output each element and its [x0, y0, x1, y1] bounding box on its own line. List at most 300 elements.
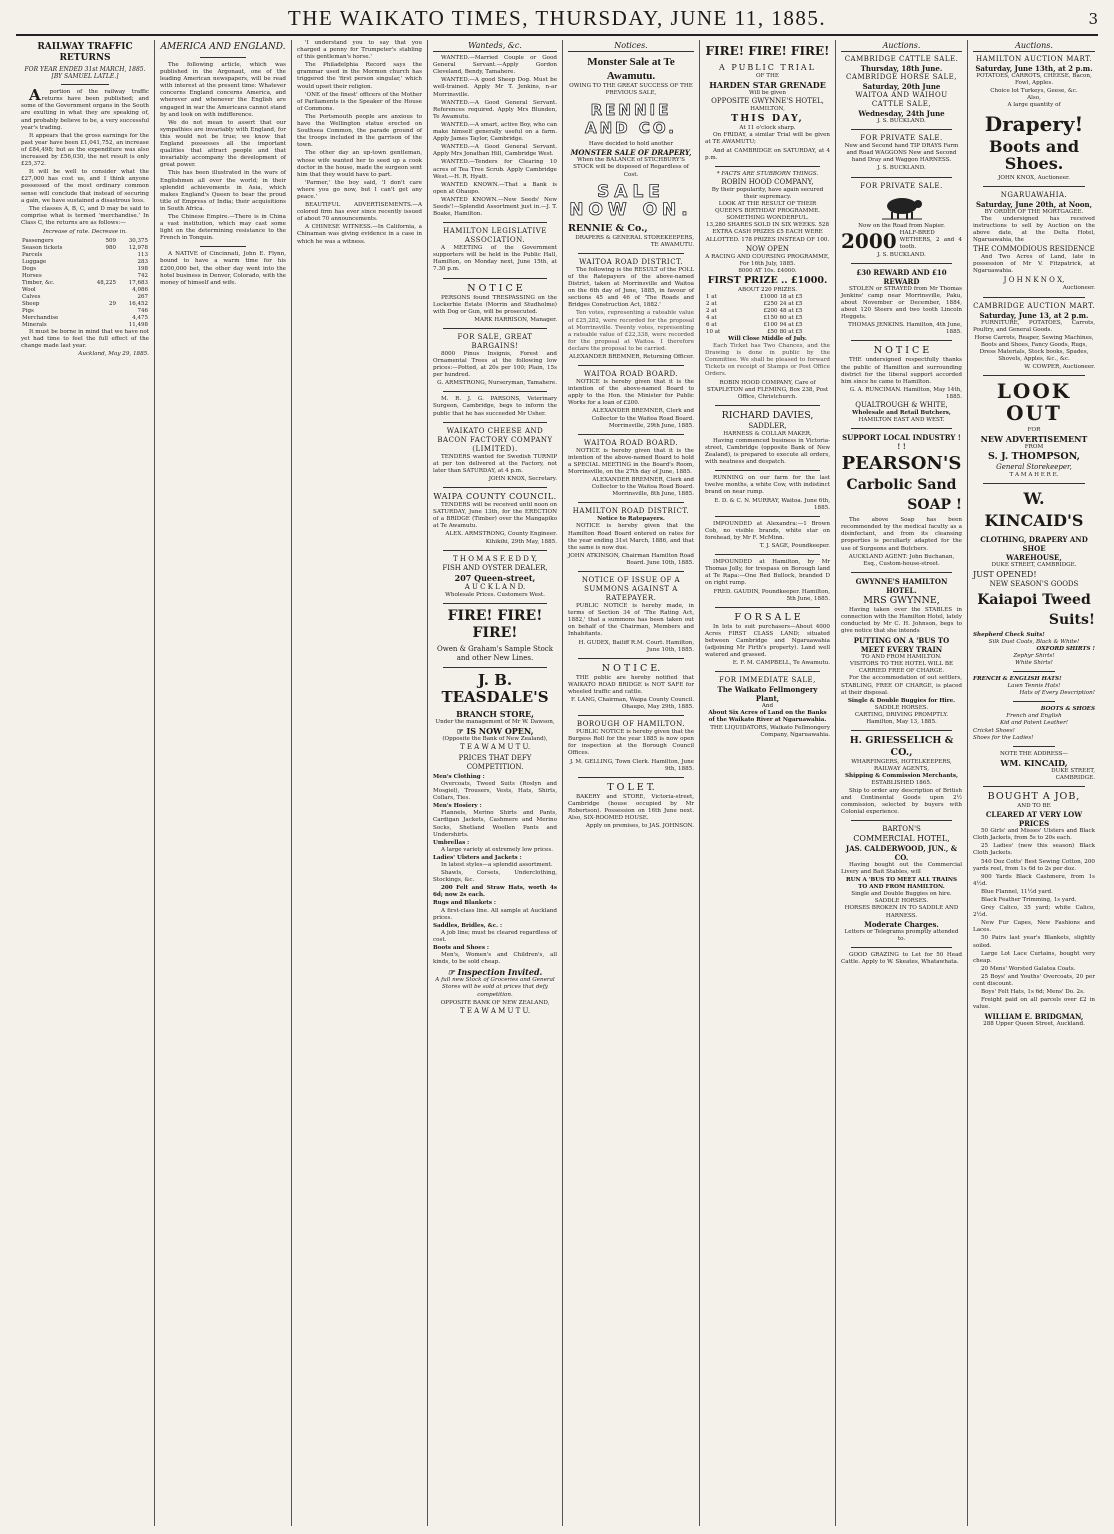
article-paragraph: A NATIVE of Cincinnati, John E. Flynn, bound to have a warm time for his £200,000 bet, the other day went into the hotel business in Denver, Colorado, with the money of himself and wife. — [160, 251, 286, 286]
ad-text: T A M A H E R E. — [1009, 472, 1059, 479]
ad-text: Owen & Graham's Sample Stock and other New Lines. — [437, 644, 553, 662]
article-paragraph: The other day an up-town gentleman, whose wife wanted her to seed up a cook doctor in the house, made the surgeon sent him that they would have to part. — [297, 150, 422, 178]
divider — [578, 502, 684, 503]
ad-text: 8000 AT 10s. £4000. — [738, 267, 797, 274]
ad-heading: WAITOA ROAD BOARD. — [583, 370, 679, 379]
ad-text: TENDERS wanted for Swedish TURNIP at per ton delivered at the Factory, not later than SATURDAY, at 4 p.m. — [433, 453, 557, 474]
item-text: Shawls, Corsets, Underclothing, Stockings, &c. — [433, 870, 557, 884]
table-cell-label: Timber, &c. — [22, 280, 55, 287]
divider — [715, 166, 820, 167]
ad-heading: WAIKATO CHEESE AND BACON FACTORY COMPANY (LIMITED). — [437, 426, 553, 453]
prize-cell: 4 at — [706, 314, 717, 321]
prize-cell: £1000 — [760, 293, 778, 300]
ad-town: T E A W A M U T U. — [459, 1006, 531, 1015]
divider — [851, 340, 952, 341]
ad-heading: N O T I C E — [467, 282, 523, 294]
table-cell-value: 742 — [137, 273, 148, 280]
ad-text: At 11 o'clock sharp. — [739, 125, 796, 132]
ad-heading: WAITOA ROAD DISTRICT. — [579, 257, 683, 266]
ad-text: 13,280 SHARES SOLD IN SIX WEEKS. 528 EXTRA CASH PRIZES £5 EACH WERE ALLOTTED. 178 PRIZES INSTEAD OF 100. — [705, 222, 830, 243]
ad-signature: E. D. & C. N. MURRAY, Waitoa. June 6th, 1885. — [714, 497, 830, 511]
first-prize: FIRST PRIZE .. £1000. — [707, 274, 828, 286]
table-cell-value: 29 — [108, 301, 116, 308]
table-row — [21, 287, 149, 294]
item-text: Flannels, Merino Shirts and Pants, Cardigan Jackets, Cashmere and Merino Socks, Shetland Woollen Pants and Undershirts. — [433, 810, 557, 838]
ad-text: JUST OPENED! — [973, 569, 1037, 579]
ad-address: 288 Upper Queen Street, Auckland. — [983, 1021, 1085, 1028]
ad-text: White Shirts! — [1015, 659, 1053, 666]
item-text: Overcoats, Tweed Suits (Roslyn and Mosgiel), Trousers, Vests, Hats, Shirts, Collars, Ties. — [433, 780, 557, 802]
wanted-ad: WANTED KNOWN.—New Seeds' New Seeds'!—Splendid Assortment just in.—J. T. Boake, Hamilton. — [433, 196, 557, 218]
ad-signature: W. COWPER, Auctioneer. — [1024, 364, 1095, 371]
ad-subheading: SADDLER, — [748, 421, 787, 430]
divider — [983, 786, 1085, 787]
table-cell-value: 4,086 — [132, 287, 148, 294]
column-miscellany — [292, 40, 428, 1526]
ad-heading: MRS GWYNNE, — [863, 594, 940, 606]
firm-name: RENNIE AND CO. — [585, 101, 677, 138]
ad-heading: T H O M A S F. E D D Y, — [452, 554, 538, 563]
pointing-hand-icon: ☞ — [456, 725, 464, 736]
ad-text: CAMBRIDGE. — [1055, 774, 1095, 781]
table-cell-label: Parcels — [22, 252, 43, 259]
ad-signature: ALEXANDER BREMNER, Clerk and Collector to the Waitoa Road Board. Morrinsville, 8th June, 1885. — [591, 477, 694, 498]
table-cell-value: 16,452 — [128, 301, 148, 308]
table-cell-value: 113 — [137, 252, 148, 259]
ad-text: Single & Double Buggies for Hire. — [847, 697, 956, 704]
divider — [715, 470, 820, 471]
ad-text: And at CAMBRIDGE on SATURDAY, at 4 p.m. — [705, 147, 830, 161]
divider — [983, 186, 1085, 187]
ad-text: Letters or Telegrams promptly attended to. — [844, 928, 959, 942]
ad-headline: Boots and Shoes. — [988, 136, 1080, 173]
wanted-ad: WANTED.—A Good General Servant. Apply Mrs Jonathan Hill, Cambridge West. — [433, 144, 557, 158]
ad-heading: BOUGHT A JOB, — [987, 791, 1081, 803]
table-row — [21, 238, 149, 245]
ad-text: Lawn Tennis Hats! — [1007, 683, 1061, 690]
job-item: Blue Flannel, 11½d yard. — [981, 888, 1053, 895]
ad-text: NOTICE is hereby given that it is the intention of the above-named Board to hold a SPECIAL MEETING in the Board's Room, Morrinsville, on the 27th day of June, 1885. — [568, 447, 694, 475]
product-name: SOAP ! — [907, 497, 962, 514]
prize-cell: 48 at £5 — [779, 307, 803, 314]
ad-heading: NGARUAWAHIA. — [1000, 190, 1068, 199]
ad-heading: WAIPA COUNTY COUNCIL. — [433, 492, 557, 502]
prize-cell: 10 at — [706, 328, 721, 335]
table-cell-label: Horses — [22, 273, 42, 280]
ad-text: On FRIDAY, a similar Trial will be given at TE AWAMUTU; — [705, 132, 830, 146]
divider — [1013, 746, 1055, 747]
ad-heading: GWYNNE'S HAMILTON HOTEL. — [855, 576, 948, 595]
ad-text: Ship to order any description of British and Continental Goods upon 2½ commission, selected by buyers with Colonial experience. — [841, 787, 962, 815]
prize-cell: 24 at £5 — [779, 300, 803, 307]
ad-text: Cricket Shoes! — [973, 727, 1015, 734]
ad-heading: CAMBRIDGE CATTLE SALE. — [844, 55, 959, 64]
ad-signature: J. S. BUCKLAND. — [877, 165, 926, 172]
ad-signature: JOHN ATKINSON, Chairman Hamilton Road Board. June 10th, 1885. — [568, 552, 694, 566]
ad-signature: F. LANG, Chairman, Waipa County Council. Ohaupo, May 29th, 1885. — [571, 696, 694, 711]
prize-table — [705, 294, 830, 336]
divider — [578, 715, 684, 716]
ad-text: BOOTS & SHOES — [1040, 706, 1095, 713]
ad-heading: HAMILTON ROAD DISTRICT. — [572, 507, 690, 516]
table-cell-label: Wool — [22, 287, 36, 294]
ad-heading: FOR IMMEDIATE SALE, — [719, 676, 816, 685]
ad-text: In lots to suit purchasers—About 4000 Acres FIRST CLASS LAND; situated between Cambridge and Ngaruawahia (adjoining Mr Firth's property). Land well watered and grassed. — [705, 623, 830, 659]
divider — [578, 253, 684, 254]
article-heading: RAILWAY TRAFFIC RETURNS — [37, 42, 133, 63]
ad-city: A U C K L A N D. — [464, 582, 526, 591]
table-row — [21, 280, 149, 287]
table-row — [21, 294, 149, 301]
item-text: A full new Stock of Groceries and General Stores will be sold at prices that defy competition. — [435, 977, 555, 998]
ad-subheading: General Storekeeper, — [996, 463, 1072, 472]
ad-text: The above Soap has been recommended by the medical faculty as a disinfectant, and from its cleansing properties is peculiarly adapted for the use of Surgeons and Butchers. — [841, 517, 962, 552]
store-name: J. B. TEASDALE'S — [441, 670, 549, 706]
ad-text: The following is the RESULT of the POLL of the Ratepayers of the above-named District, taken at Morrinsville and Waitoa on the 6th day of June, 1885, in favour of sections 45 and 46 of 'The Roads and Bridges Construction Act, 1882.' — [568, 266, 694, 309]
article-paragraph: BEAUTIFUL ADVERTISEMENTS.—A colored firm has ever since recently issued of about 70 announcements. — [297, 202, 422, 223]
table-cell-label: Calves — [22, 294, 41, 301]
item-title: Rugs and Blankets : — [433, 900, 496, 907]
table-cell-value: 267 — [137, 294, 148, 301]
ad-text: PUBLIC NOTICE is hereby made, in terms of Section 34 of 'The Rating Act, 1882,' that a summons has been taken out on behalf of the Chairman, Members and Inhabitants. — [568, 603, 694, 638]
ad-text: ROBIN HOOD COMPANY, Care of STAPLETON and FLEMING, Box 238, Post Office, Christchurch. — [706, 379, 829, 400]
table-row — [21, 273, 149, 280]
article-paragraph: Aportion of the railway traffic returns have been published; and some of the Government organs in the South are exulting in what they are speaking of, and probably believe to be, a very successful year's trading. — [21, 86, 149, 131]
article-subheading: FOR YEAR ENDED 31st MARCH, 1885. — [24, 66, 146, 73]
section-heading: Wanteds, &c. — [433, 42, 557, 52]
column-notices — [563, 40, 700, 1526]
ad-text: BY ORDER OF THE MORTGAGEE. — [984, 208, 1084, 215]
ad-text: Having commenced business in Victoria-street, Cambridge (opposite Bank of New Zealand), is prepared to execute all orders, with neatness and despatch. — [705, 437, 830, 466]
ad-headline: Kaiapoi Tweed — [977, 591, 1091, 608]
ad-text: Shepherd Check Suits! — [973, 631, 1045, 638]
article-paragraph: 'ONE of the finest' officers of the Mother of Parliaments is the Speaker of the House of Commons. — [297, 91, 422, 112]
ad-headline: MONSTER SALE OF DRAPERY, — [570, 148, 692, 158]
ad-heading: N O T I C E. — [601, 662, 661, 674]
job-item: 50 Girls' and Misses' Ulsters and Black Cloth Jackets, from 5s to 20s each. — [973, 828, 1095, 842]
item-title: Men's Clothing : — [433, 773, 485, 780]
ad-text: Single and Double Buggies on hire. — [851, 891, 952, 898]
ad-text: NOTE THE ADDRESS— — [999, 750, 1068, 757]
ad-text: M. R. J. G. PARSONS, Veterinary Surgeon, Cambridge, begs to inform the public that he has succeeded Mr Usher. — [433, 396, 557, 417]
ad-heading: BARTON'S — [882, 824, 921, 833]
ad-date: Saturday, June 20th, at Noon, — [975, 199, 1093, 209]
divider — [715, 554, 820, 555]
ad-text: AUCKLAND AGENT: John Buchanan, Esq., Custom-house-street. — [848, 553, 955, 567]
table-cell-value: 4,475 — [132, 315, 148, 322]
signoff: Auckland, May 29, 1885. — [78, 351, 149, 358]
prize-cell: £100 — [763, 321, 778, 328]
table-row — [21, 252, 149, 259]
ad-text: LOOK AT THE RESULT OF THEIR QUEEN'S BIRTHDAY PROGRAMME. SOMETHING WONDERFUL. — [715, 201, 820, 222]
newspaper-columns — [16, 40, 1100, 1526]
ad-text: POTATOES, CARROTS, CHEESE, Bacon, Fowl, Apples. — [976, 73, 1092, 87]
column-wanteds — [428, 40, 563, 1526]
table-cell-value: 12,978 — [128, 245, 148, 252]
ad-text: The undersigned has received instructions to sell by Auction on the above date, at the Delta Hotel, Ngaruawahia, the — [973, 215, 1095, 244]
ad-signature: ALEXANDER BREMNER, Returning Officer. — [568, 353, 694, 360]
ad-signature: H. GUDEX, Bailiff R.M. Court. Hamilton, June 10th, 1885. — [578, 639, 694, 653]
ad-text: New and Second hand TIP DRAYS Farm and Road WAGGONS New and Second hand Dray and Waggon HARNESS. — [844, 143, 959, 164]
ad-text: OPPOSITE GWYNNE'S HOTEL, — [711, 97, 824, 106]
divider — [200, 57, 246, 58]
divider — [851, 947, 952, 948]
divider — [443, 667, 547, 668]
table-cell-label: Passengers — [22, 238, 54, 245]
prize-cell: £50 — [767, 328, 778, 335]
ad-text: IMPOUNDED at Alexandra:—1 Brown Cob, no visible brands, white star on forehead, by Mr F. McMinn. — [705, 520, 830, 541]
ad-text: 8000 Pinus Insignis, Forest and Ornamental Trees at the following low prices:—Potted, at 20s per 100; Plain, 15s per hundred. — [433, 350, 557, 379]
ad-heading: WM. KINCAID, — [1000, 757, 1068, 768]
table-cell-label: Minerals — [22, 322, 47, 329]
ad-text: Wholesale Prices. Customers West. — [445, 591, 545, 598]
table-cell-label: Season tickets — [22, 245, 63, 252]
ad-text: A large quantity of — [1007, 102, 1061, 109]
divider — [1013, 701, 1055, 702]
column-auctions-right — [968, 40, 1100, 1526]
table-row — [21, 245, 149, 252]
traffic-table — [21, 238, 149, 329]
ad-signature: JOHN KNOX, Secretary. — [488, 475, 557, 482]
ad-text: TENDERS will be received until noon on SATURDAY, June 13th, for the ERECTION of a BRIDGE (Timber) over the Mangapiko at Te Awamutu. — [433, 502, 557, 530]
job-item: Grey Calico, 35 yard; white Calico, 2½d. — [973, 905, 1095, 919]
ad-text: Have decided to hold another — [588, 141, 674, 148]
divider — [578, 777, 684, 778]
divider — [578, 434, 684, 435]
ad-heading: H. GRIESSELICH & CO., — [849, 735, 954, 759]
job-item: 540 Doz Cotts' Best Sewing Cotton, 200 yards reel, from 1s 6d to 2s per doz. — [973, 858, 1095, 872]
article-paragraph: It appears that the gross earnings for the past year have been £1,041,752, an increase of £84,498; but as the expenditure was also increased by £56,030, the net result is only £25,372. — [21, 132, 149, 168]
ad-subheading: WHARFINGERS, HOTELKEEPERS, RAILWAY AGENTS, — [851, 759, 952, 773]
ad-signature: G. A. RUNCIMAN. Hamilton, May 14th, 1885. — [849, 386, 962, 400]
prize-cell: £200 — [763, 307, 778, 314]
ad-heading: CLEARED AT VERY LOW PRICES — [985, 810, 1083, 829]
item-title: Umbrellas : — [433, 839, 470, 846]
firm-name-short: RENNIE & Co., — [568, 222, 648, 234]
column-america-england — [155, 40, 292, 1526]
ad-text: IMPOUNDED at Hamilton, by Mr Thomas Jolly, for trespass on Borough land at Te Rapa:—One Red Bullock, branded D on right rump. — [705, 559, 830, 587]
article-paragraph: The Portsmouth people are anxious to have the Wellington statue erected on Southsea Common, the parade ground of the troops included in the garrison of the town. — [297, 113, 422, 149]
job-item: 25 Boys' and Youths' Overcoats, 20 per cent discount. — [973, 973, 1095, 987]
article-paragraph: 'I understand you to say that you charged a penny for Trumpeter's stabling of this gentleman's horse.' — [297, 40, 422, 61]
ad-signature: J. S. BUCKLAND. — [877, 118, 926, 125]
ad-heading: ROBIN HOOD COMPANY, — [721, 177, 814, 186]
ad-signature: FRED. GAUDIN, Poundkeeper. Hamilton, 5th June, 1885. — [713, 588, 830, 602]
ad-text: PERSONS found TRESPASSING on the Lockerbie Estate (Morrin and Studholme) with Dog or Gun, will be prosecuted. — [433, 294, 557, 315]
wanted-ad: WANTED.—Tenders for Clearing 10 acres of Tea Tree Scrub. Apply Cambridge West.—H. R. Hyatt. — [433, 159, 557, 180]
divider — [443, 391, 547, 392]
ad-date: Saturday, June 13, at 2 p.m. — [979, 310, 1089, 320]
ad-text: TO AND FROM HAMILTON. — [861, 654, 942, 661]
product-name: HARDEN STAR GRENADE — [709, 80, 826, 91]
ad-headline: THIS DAY, — [731, 113, 804, 125]
section-heading: Auctions. — [973, 42, 1095, 52]
divider — [851, 428, 952, 429]
divider — [715, 516, 820, 517]
sheep-description: HALF-BRED WETHERS, 2 and 4 tooth. — [899, 230, 962, 251]
table-cell-value: 198 — [137, 266, 148, 273]
table-cell-value — [85, 315, 117, 322]
ad-text: Having bought out the Commercial Livery and Bait Stables, will — [841, 861, 962, 875]
ad-heading: S. J. THOMPSON, — [987, 451, 1080, 463]
divider — [715, 607, 820, 608]
ad-subheading: Shipping & Commission Merchants, — [845, 773, 958, 780]
divider — [851, 820, 952, 821]
table-cell-value — [85, 259, 117, 266]
ad-heading: HAMILTON LEGISLATIVE ASSOCIATION. — [443, 227, 547, 245]
ad-heading: COMMERCIAL HOTEL, — [853, 833, 950, 843]
prize-cell: 2 at — [706, 307, 717, 314]
table-cell-label: Merchandise — [22, 315, 59, 322]
item-title: Ladies' Ulsters and Jackets : — [433, 854, 522, 861]
ad-heading: HAMILTON AUCTION MART. — [976, 55, 1092, 64]
ad-text: HAMILTON, — [750, 106, 785, 113]
ad-text: A RACING AND COURSING PROGRAMME, — [705, 253, 830, 260]
ad-heading: QUALTROUGH & WHITE, — [855, 400, 948, 409]
ad-text: A MEETING of the Government supporters will be held in the Public Hall, Hamilton, on Monday next, June 15th, at 7.30 p.m. — [433, 245, 557, 273]
table-cell-value: 509 — [105, 238, 116, 245]
prize-cell: 1 at — [706, 293, 717, 300]
ad-text: For the accommodation of out settlers, STABLING, FREE OF CHARGE, is placed at their disposal. — [841, 675, 962, 696]
divider — [578, 571, 684, 572]
wanted-ad: WANTED.—A good Sheep Dog. Must be well-trained. Apply Mr T. Jenkins, n-ar Morrinsville. — [433, 77, 557, 98]
ad-text: BAKERY and STORE, Victoria-street, Cambridge (house occupied by Mr Robertson). Possession on 16th June next. Also, SIX-ROOMED HOUSE. — [568, 793, 694, 821]
ad-text: French and English — [1006, 713, 1062, 720]
ad-text: FURNITURE, POTATOES, Carrots, Poultry, and General Goods. — [973, 319, 1095, 333]
item-text: A job line; must be cleared regardless of cost. — [433, 929, 557, 943]
ad-text: NOTICE is hereby given that the Hamilton Road Board entered on rates for the year ending 31st March, 1886, and that the same is now due. — [568, 523, 694, 551]
job-item: Boys' Felt Hats, 1s 6d; Mens' Do. 2s. — [981, 989, 1085, 996]
column-grenade-trial — [700, 40, 836, 1526]
item-text: Men's, Women's and Children's, all kinds, to be sold cheap. — [433, 952, 557, 966]
job-item: Black Feather Trimming, 1s yard. — [981, 896, 1077, 903]
article-paragraph: We do not mean to assert that our sympathies are invariably with England, for this would not be true; we know that England possesses all the important qualities that attract people and that invariably accompany the development of great power. — [160, 119, 286, 169]
ad-signature: Apply on premises, to JAS. JOHNSON. — [585, 823, 694, 830]
job-item: 50 Pairs last year's Blankets, slightly soiled. — [973, 935, 1095, 949]
ad-text: Horse Carrots, Reaper, Sewing Machines, Boots and Shoes, Fancy Goods, Rugs, Dress Materials, Stock books, Spades, Shovels, Apples, &c., &c. — [974, 334, 1094, 362]
table-row — [21, 266, 149, 273]
ad-heading: N O T I C E — [873, 345, 930, 357]
ad-text: Each Ticket has Two Chances, and the Drawing is done in public by the Committee. We shall be pleased to forward Tickets on receipt of Stamps or Post Office Orders. — [705, 343, 830, 378]
ad-heading: £30 REWARD AND £10 REWARD — [856, 267, 947, 286]
ad-subheading: Notice to Ratepayers. — [597, 516, 665, 523]
brand-name: PEARSON'S — [841, 453, 962, 475]
table-cell-label: Sheep — [22, 301, 40, 308]
ad-signature: JOHN KNOX, Auctioneer. — [998, 174, 1070, 181]
table-row — [21, 259, 149, 266]
divider — [851, 177, 952, 178]
prize-cell: 80 at £5 — [779, 328, 803, 335]
sheep-count: 2000 — [841, 228, 897, 253]
store-open-label: IS NOW OPEN, — [466, 725, 534, 736]
ad-text: Having taken over the STABLES in connection with the Hamilton Hotel, lately conducted by Mr C. H. Johnson, begs to give notice that she intends — [841, 606, 962, 635]
ad-subheading: Wholesale and Retail Butchers, — [852, 409, 951, 416]
ad-text: FROM — [1024, 444, 1044, 451]
item-text: A large variety at extremely low prices. — [441, 846, 553, 853]
divider — [851, 730, 952, 731]
ad-text: About Six Acres of Land on the Banks of the Waikato River at Ngaruawahia. — [708, 710, 827, 724]
ad-heading: NOTICE OF ISSUE OF A SUMMONS AGAINST A RATEPAYER. — [581, 576, 681, 603]
wanted-ad: WANTED.—A smart, active Boy, who can make himself generally useful on a farm. Apply James Taylor, Cambridge. — [433, 121, 557, 143]
ad-heading: RICHARD DAVIES, — [721, 409, 814, 421]
ad-signature: E. F. M. CAMPBELL, Te Awamutu. — [732, 660, 830, 667]
ad-subheading: CLOTHING, DRAPERY AND SHOE — [980, 535, 1088, 554]
prize-row — [705, 294, 830, 301]
prize-row — [705, 308, 830, 315]
divider — [443, 550, 547, 551]
table-cell-label: Pigs — [22, 308, 34, 315]
ad-text: Zephyr Shirts! — [1013, 652, 1055, 659]
ad-heading: WAITOA AND WAIHOU CATTLE SALE, — [855, 91, 948, 109]
item-title: Boots and Shoes : — [433, 945, 489, 952]
ad-text: Kid and Patent Leather! — [999, 720, 1069, 727]
ad-heading: WAITOA ROAD BOARD. — [583, 438, 679, 447]
table-title: Increase of rate. Decrease in. — [43, 228, 127, 235]
ad-text: Will be given — [749, 90, 786, 97]
ad-headline: FIRE! FIRE! FIRE! — [447, 607, 543, 641]
ad-text: PUBLIC NOTICE is hereby given that the Burgess Roll for the year 1885 is now open for inspection at the Borough Council Offices. — [568, 729, 694, 757]
ad-signature: WILLIAM E. BRIDGMAN, — [984, 1012, 1084, 1022]
ad-text: And Two Acres of Land, late in possession of Mr V. Fitzpatrick, at Ngaruawahia. — [973, 254, 1095, 275]
ad-signature: T. J. SAGE, Poundkeeper. — [759, 543, 830, 550]
table-row — [21, 322, 149, 329]
table-row — [21, 301, 149, 308]
ad-text: Under the management of Mr W. Dawson, — [435, 718, 555, 725]
job-item: New Fur Capes, New Fashions and Laces. — [973, 920, 1095, 934]
ad-text: Silk Dust Coats, Black & White! — [988, 638, 1080, 645]
inspection-invited — [433, 967, 557, 977]
item-text: 200 Felt and Straw Hats, worth 4s 6d; now 2s each. — [433, 885, 557, 899]
ad-text: GOOD GRAZING to Let for 50 Head Cattle. Apply to W. Skeates, Whatawhata. — [841, 951, 962, 965]
article-paragraph: It must be borne in mind that we have not yet had time to feel the full effect of the change made last year. — [21, 329, 149, 350]
ad-text: OXFORD SHIRTS ! — [1036, 645, 1095, 652]
table-cell-value — [85, 294, 117, 301]
ad-heading: A PUBLIC TRIAL — [719, 63, 816, 72]
table-cell-label: Dogs — [22, 266, 37, 273]
divider — [983, 297, 1085, 298]
ad-town: T E A W A M U T U. — [459, 742, 531, 751]
prize-row — [705, 322, 830, 329]
ad-address: 207 Queen-street, — [454, 572, 536, 583]
ad-text: Will Close Middle of July. — [728, 335, 807, 342]
table-cell-value: 980 — [105, 245, 116, 252]
ad-headline: W. KINCAID'S — [984, 489, 1084, 531]
ad-text: Hats of Every Description! — [1019, 690, 1095, 697]
ad-text: And — [761, 703, 774, 710]
ad-heading: CAMBRIDGE AUCTION MART. — [973, 301, 1095, 310]
prize-cell: 18 at £5 — [779, 293, 803, 300]
article-paragraph: 'Parmer,' the boy said, 'I don't care where you go now, but I can't get any peace.' — [297, 179, 422, 200]
divider — [983, 375, 1085, 376]
ad-text: CARTING, DRIVING PROMPTLY. Hamilton, May 13, 1885. — [854, 711, 949, 726]
ad-heading: FOR PRIVATE SALE. — [860, 181, 943, 190]
ad-headline: SUPPORT LOCAL INDUSTRY ! ! ! — [842, 433, 961, 452]
ad-text: HAMILTON EAST AND WEST. — [858, 417, 945, 424]
article-paragraph: This has been illustrated in the wars of Englishmen all over the world; in their splendid achievements in Asia, which makes England's Queen to bear the proud title of Empress of India; their acquisitions in South Africa. — [160, 170, 286, 212]
ad-headline: PUTTING ON A 'BUS TO MEET EVERY TRAIN — [853, 636, 950, 655]
table-row — [21, 308, 149, 315]
newspaper-title: THE WAIKATO TIMES, THURSDAY, JUNE 11, 1885. — [287, 6, 827, 30]
sale-now-on: SALE NOW ON. — [569, 181, 693, 220]
store-branch: BRANCH STORE, — [456, 708, 534, 719]
divider — [443, 603, 547, 604]
item-text: In latest styles—a splendid assortment. — [441, 862, 553, 868]
masthead — [16, 4, 1098, 36]
ad-text: SADDLE HORSES. — [874, 898, 929, 905]
ad-headline: PRICES THAT DEFY COMPETITION. — [458, 753, 532, 771]
ad-headline: Suits! — [1048, 611, 1095, 628]
divider — [851, 129, 952, 130]
